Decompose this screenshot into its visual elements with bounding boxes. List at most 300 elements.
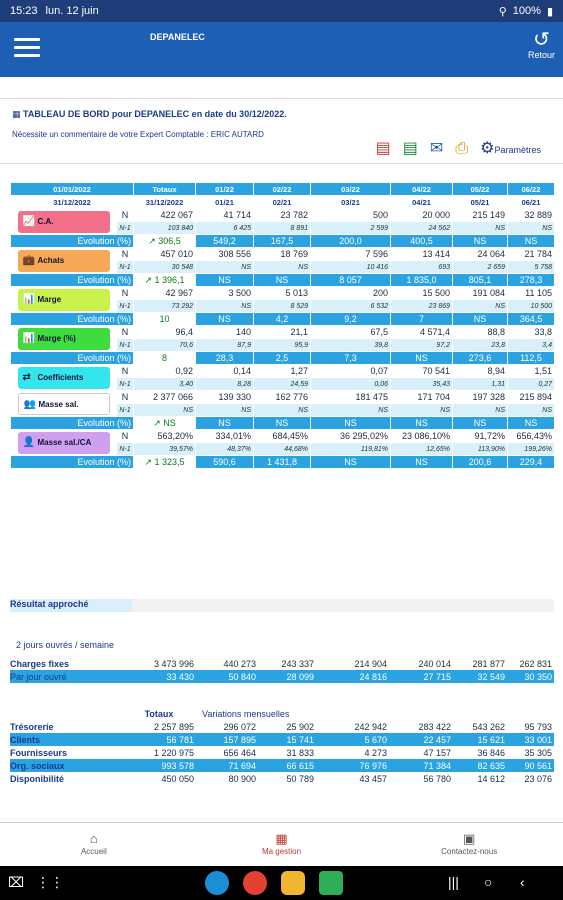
apps-grid-icon[interactable]: ⋮⋮	[36, 874, 64, 890]
dashboard-header	[0, 98, 563, 164]
status-date: lun. 12 juin	[45, 5, 99, 17]
value-cell: 4 273	[316, 746, 389, 759]
value-cell: 7 596	[311, 248, 391, 261]
value-cell: 23,8	[453, 339, 508, 352]
gear-icon: ⚙	[480, 140, 495, 157]
value-cell: 35 305	[507, 746, 554, 759]
value-cell: 6 532	[311, 300, 391, 313]
toolbar	[376, 141, 541, 157]
section-icon: 📊	[22, 332, 35, 344]
value-cell: 8,94	[453, 365, 508, 378]
value-cell: 6 425	[196, 222, 254, 235]
value-cell: 8 529	[254, 300, 311, 313]
row-label-n: N	[117, 365, 134, 378]
value-cell: 162 776	[254, 391, 311, 404]
evolution-row	[11, 417, 555, 430]
tab-contact[interactable]: ▣ Contactez-nous	[375, 823, 563, 866]
value-cell: 11 105	[508, 287, 555, 300]
treso-row	[10, 733, 554, 746]
value-cell: 283 422	[389, 720, 453, 733]
row-label-n: N	[117, 430, 134, 443]
row-label-n1: N-1	[117, 222, 134, 235]
value-cell: 0,92	[134, 365, 196, 378]
value-cell: 76 976	[316, 759, 389, 772]
section-label-cell	[11, 365, 117, 391]
section-icon: 👤	[22, 436, 35, 448]
value-cell: 15 500	[391, 287, 453, 300]
evolution-cell: 2,5	[254, 352, 311, 365]
value-cell: 12,65%	[391, 443, 453, 456]
evolution-cell: 200,6	[453, 456, 508, 469]
battery-icon: ▮	[546, 5, 553, 18]
charges-row	[10, 670, 554, 683]
evolution-cell: 8 057	[311, 274, 391, 287]
evolution-cell: 590,6	[196, 456, 254, 469]
value-cell: NS	[453, 222, 508, 235]
section-button[interactable]	[18, 432, 110, 454]
value-cell: 15 621	[453, 733, 507, 746]
treso-row	[10, 746, 554, 759]
recents-icon[interactable]: |||	[448, 874, 459, 890]
value-cell: 656 464	[196, 746, 258, 759]
value-cell: 281 877	[453, 657, 507, 670]
resultat-row	[10, 599, 554, 612]
value-cell: 140	[196, 326, 254, 339]
table-row	[11, 287, 555, 300]
section-button[interactable]	[18, 328, 110, 350]
app-bar	[0, 22, 563, 77]
settings-button[interactable]: ⚙Paramètres	[480, 140, 541, 157]
section-label: Masse sal.	[38, 399, 79, 409]
section-button[interactable]	[18, 211, 110, 233]
chrome-icon[interactable]	[243, 871, 267, 895]
value-cell: 308 556	[196, 248, 254, 261]
value-cell: 18 769	[254, 248, 311, 261]
table-header-row	[11, 183, 555, 196]
evolution-cell: ↗ 1 323,5	[134, 456, 196, 469]
section-icon: 💼	[22, 254, 35, 266]
value-cell: 30 350	[507, 670, 554, 683]
value-cell: NS	[196, 300, 254, 313]
evolution-cell: NS	[391, 456, 453, 469]
value-cell: 88,8	[453, 326, 508, 339]
evolution-row	[11, 456, 555, 469]
table-header-cell: 31/12/2022	[134, 196, 196, 209]
value-cell: NS	[196, 261, 254, 274]
section-label: C.A.	[37, 216, 54, 226]
value-cell: 2 377 066	[134, 391, 196, 404]
value-cell: 43 457	[316, 772, 389, 785]
evolution-cell: 8	[134, 352, 196, 365]
value-cell: 32 889	[508, 209, 555, 222]
back-button[interactable]	[528, 30, 555, 60]
value-cell: 21,1	[254, 326, 311, 339]
row-label-n1: N-1	[117, 404, 134, 417]
value-cell: 14 612	[453, 772, 507, 785]
evolution-cell: NS	[391, 417, 453, 430]
skype-icon[interactable]	[205, 871, 229, 895]
value-cell: 0,06	[311, 378, 391, 391]
wifi-icon: ⚲	[498, 5, 507, 18]
value-cell: 1,51	[508, 365, 555, 378]
table-header-cell: 01/22	[196, 183, 254, 196]
value-cell: 95 793	[507, 720, 554, 733]
value-cell: 96,4	[134, 326, 196, 339]
value-cell: NS	[196, 404, 254, 417]
mail-icon[interactable]: ✉	[429, 140, 444, 157]
charges-label: Par jour ouvré	[10, 670, 124, 683]
evolution-cell: NS	[453, 417, 508, 430]
evolution-cell: 9,2	[311, 313, 391, 326]
value-cell: 33,8	[508, 326, 555, 339]
value-cell: 5 670	[316, 733, 389, 746]
battery-label: 100%	[512, 5, 541, 17]
value-cell: 23 076	[507, 772, 554, 785]
value-cell: 13 414	[391, 248, 453, 261]
evolution-label: Evolution (%)	[11, 352, 134, 365]
section-button[interactable]	[18, 367, 110, 389]
table-header-cell: 05/22	[453, 183, 508, 196]
section-icon: 📊	[22, 293, 35, 305]
value-cell: NS	[391, 404, 453, 417]
system-nav-bar	[0, 866, 563, 900]
evolution-cell: NS	[196, 313, 254, 326]
table-header-cell: Totaux	[134, 183, 196, 196]
evolution-cell: NS	[311, 456, 391, 469]
value-cell: 0,07	[311, 365, 391, 378]
value-cell: 24 562	[391, 222, 453, 235]
table-row	[11, 209, 555, 222]
value-cell: 197 328	[453, 391, 508, 404]
value-cell: 95,9	[254, 339, 311, 352]
value-cell: 200	[311, 287, 391, 300]
value-cell: NS	[254, 404, 311, 417]
evolution-label: Evolution (%)	[11, 456, 134, 469]
value-cell: 10 500	[508, 300, 555, 313]
value-cell: 71 384	[389, 759, 453, 772]
section-label: Marge (%)	[37, 333, 76, 343]
table-header-cell: 31/12/2022	[11, 196, 134, 209]
excel-icon[interactable]: ▤	[402, 140, 418, 157]
value-cell: 296 072	[196, 720, 258, 733]
evolution-cell: 805,1	[453, 274, 508, 287]
row-label-n: N	[117, 287, 134, 300]
value-cell: 656,43%	[508, 430, 555, 443]
value-cell: 215 894	[508, 391, 555, 404]
charges-row	[10, 657, 554, 670]
treso-totaux-header: Totaux	[124, 707, 196, 720]
value-cell: NS	[134, 404, 196, 417]
evolution-cell: ↗ NS	[134, 417, 196, 430]
section-label-cell	[11, 430, 117, 456]
tab-accueil[interactable]: ⌂ Accueil	[0, 823, 188, 866]
table-header-cell: 04/21	[391, 196, 453, 209]
value-cell: 440 273	[196, 657, 258, 670]
status-bar	[0, 0, 563, 22]
value-cell: 422 067	[134, 209, 196, 222]
table-header-cell: 01/01/2022	[11, 183, 134, 196]
value-cell: NS	[508, 222, 555, 235]
menu-icon[interactable]	[14, 38, 40, 58]
table-header-cell: 04/22	[391, 183, 453, 196]
value-cell: 3,4	[508, 339, 555, 352]
value-cell: 157 895	[196, 733, 258, 746]
evolution-row	[11, 274, 555, 287]
table-header-cell: 02/21	[254, 196, 311, 209]
value-cell: 50 789	[258, 772, 316, 785]
section-label-cell	[11, 326, 117, 352]
treso-row	[10, 720, 554, 733]
evolution-row	[11, 352, 555, 365]
value-cell: 67,5	[311, 326, 391, 339]
value-cell: 215 149	[453, 209, 508, 222]
evolution-label: Evolution (%)	[11, 235, 134, 248]
section-label: Coefficients	[37, 372, 84, 382]
table-row	[11, 391, 555, 404]
calculator-icon: ▦	[275, 831, 288, 846]
section-button[interactable]	[18, 250, 110, 272]
jours-label: 2 jours ouvrés / semaine	[16, 640, 115, 650]
treso-table	[10, 707, 554, 785]
value-cell: 3 473 996	[124, 657, 196, 670]
value-cell: 48,37%	[196, 443, 254, 456]
evolution-cell: NS	[196, 274, 254, 287]
evolution-cell: 1 835,0	[391, 274, 453, 287]
treso-variations-header: Variations mensuelles	[196, 707, 389, 720]
play-store-icon[interactable]	[319, 871, 343, 895]
table-header-cell: 03/22	[311, 183, 391, 196]
home-button-icon[interactable]: ○	[484, 874, 493, 890]
app-title: DEPANELEC	[150, 32, 205, 42]
section-icon: ⇄	[22, 371, 31, 383]
value-cell: 25 902	[258, 720, 316, 733]
value-cell: 80 900	[196, 772, 258, 785]
evolution-cell: NS	[254, 274, 311, 287]
treso-label: Clients	[10, 733, 124, 746]
value-cell: 1,31	[453, 378, 508, 391]
treso-label: Disponibilité	[10, 772, 124, 785]
evolution-label: Evolution (%)	[11, 313, 134, 326]
value-cell: 119,81%	[311, 443, 391, 456]
value-cell: 33 430	[124, 670, 196, 683]
value-cell: 44,68%	[254, 443, 311, 456]
value-cell: 8,28	[196, 378, 254, 391]
evolution-cell: 7	[391, 313, 453, 326]
back-label: Retour	[527, 50, 555, 60]
row-label-n1: N-1	[117, 443, 134, 456]
dashboard-subtitle: Nécessite un commentaire de votre Expert Comptable : ERIC AUTARD	[12, 130, 264, 139]
evolution-cell: 273,6	[453, 352, 508, 365]
value-cell: 23 782	[254, 209, 311, 222]
value-cell: 563,20%	[134, 430, 196, 443]
value-cell: 24 064	[453, 248, 508, 261]
value-cell: 2 659	[453, 261, 508, 274]
pdf-icon[interactable]: ▤	[375, 140, 391, 157]
value-cell: 199,26%	[508, 443, 555, 456]
value-cell: 32 549	[453, 670, 507, 683]
value-cell: 693	[391, 261, 453, 274]
evolution-cell: NS	[508, 417, 555, 430]
value-cell: 33 001	[507, 733, 554, 746]
value-cell: 543 262	[453, 720, 507, 733]
row-label-n1: N-1	[117, 339, 134, 352]
treso-label: Org. sociaux	[10, 759, 124, 772]
evolution-cell: ↗ 306,5	[134, 235, 196, 248]
value-cell: 70 541	[391, 365, 453, 378]
undo-icon: ↺	[533, 29, 550, 51]
section-icon: 📈	[22, 215, 35, 227]
value-cell: 181 475	[311, 391, 391, 404]
evolution-cell: NS	[453, 235, 508, 248]
evolution-cell: 1 431,8	[254, 456, 311, 469]
treso-row	[10, 759, 554, 772]
section-icon: 👥	[23, 398, 36, 410]
section-button[interactable]	[18, 393, 110, 415]
value-cell: 171 704	[391, 391, 453, 404]
value-cell: 103 840	[134, 222, 196, 235]
home-icon: ⌂	[89, 831, 98, 846]
evolution-row	[11, 313, 555, 326]
evolution-cell: 364,5	[508, 313, 555, 326]
value-cell: 90 561	[507, 759, 554, 772]
value-cell: 684,45%	[254, 430, 311, 443]
table-header-cell: 01/21	[196, 196, 254, 209]
value-cell: 10 416	[311, 261, 391, 274]
evolution-cell: 200,0	[311, 235, 391, 248]
back-nav-icon[interactable]: ‹	[520, 874, 525, 890]
table-header-cell: 03/21	[311, 196, 391, 209]
section-label: Masse sal./CA	[37, 437, 92, 447]
table-row	[11, 326, 555, 339]
evolution-label: Evolution (%)	[11, 274, 134, 287]
value-cell: 56 781	[124, 733, 196, 746]
evolution-cell: 112,5	[508, 352, 555, 365]
tab-ma-gestion[interactable]: ▦ Ma gestion	[188, 823, 376, 866]
value-cell: NS	[508, 404, 555, 417]
value-cell: 5 758	[508, 261, 555, 274]
value-cell: 23 086,10%	[391, 430, 453, 443]
value-cell: 2 599	[311, 222, 391, 235]
table-row	[11, 430, 555, 443]
value-cell: 21 784	[508, 248, 555, 261]
value-cell: 262 831	[507, 657, 554, 670]
value-cell: 30 548	[134, 261, 196, 274]
value-cell: 500	[311, 209, 391, 222]
section-label-cell	[11, 209, 117, 235]
table-header-cell: 06/21	[508, 196, 555, 209]
evolution-label: Evolution (%)	[11, 417, 134, 430]
value-cell: 3,40	[134, 378, 196, 391]
value-cell: 66 615	[258, 759, 316, 772]
value-cell: 1,27	[254, 365, 311, 378]
value-cell: 27 715	[389, 670, 453, 683]
value-cell: 2 257 895	[124, 720, 196, 733]
table-header-cell: 06/22	[508, 183, 555, 196]
table-row	[11, 365, 555, 378]
table-row	[11, 248, 555, 261]
value-cell: 15 741	[258, 733, 316, 746]
value-cell: 0,14	[196, 365, 254, 378]
value-cell: 56 780	[389, 772, 453, 785]
value-cell: 23 869	[391, 300, 453, 313]
value-cell: 24,59	[254, 378, 311, 391]
value-cell: NS	[453, 300, 508, 313]
value-cell: 243 337	[258, 657, 316, 670]
value-cell: 36 295,02%	[311, 430, 391, 443]
value-cell: NS	[311, 404, 391, 417]
value-cell: 214 904	[316, 657, 389, 670]
value-cell: 39,8	[311, 339, 391, 352]
value-cell: NS	[254, 261, 311, 274]
row-label-n1: N-1	[117, 300, 134, 313]
value-cell: 993 578	[124, 759, 196, 772]
accessibility-icon[interactable]: ⌧	[8, 874, 25, 890]
row-label-n: N	[117, 248, 134, 261]
print-icon[interactable]: ⎙	[455, 140, 469, 157]
table-header-row	[11, 196, 555, 209]
resultat-label: Résultat approché	[10, 599, 132, 612]
section-button[interactable]	[18, 289, 110, 311]
row-label-n: N	[117, 391, 134, 404]
value-cell: 5 013	[254, 287, 311, 300]
value-cell: 191 084	[453, 287, 508, 300]
evolution-cell: 278,3	[508, 274, 555, 287]
contact-icon: ▣	[463, 831, 476, 846]
value-cell: 22 457	[389, 733, 453, 746]
files-icon[interactable]	[281, 871, 305, 895]
evolution-cell: NS	[196, 417, 254, 430]
value-cell: 82 635	[453, 759, 507, 772]
charges-table	[10, 657, 554, 683]
evolution-cell: NS	[508, 235, 555, 248]
dashboard-title: ▦ TABLEAU DE BORD pour DEPANELEC en date du 30/12/2022.	[12, 109, 287, 119]
value-cell: 242 942	[316, 720, 389, 733]
value-cell: 91,72%	[453, 430, 508, 443]
value-cell: 87,9	[196, 339, 254, 352]
evolution-cell: ↗ 1 396,1	[134, 274, 196, 287]
evolution-cell: 229,4	[508, 456, 555, 469]
value-cell: 28 099	[258, 670, 316, 683]
value-cell: 39,57%	[134, 443, 196, 456]
evolution-cell: 28,3	[196, 352, 254, 365]
value-cell: 31 833	[258, 746, 316, 759]
evolution-row	[11, 235, 555, 248]
value-cell: 24 816	[316, 670, 389, 683]
section-label: Achats	[37, 255, 65, 265]
treso-row	[10, 772, 554, 785]
row-label-n: N	[117, 326, 134, 339]
value-cell: 42 967	[134, 287, 196, 300]
value-cell: 70,6	[134, 339, 196, 352]
value-cell: 334,01%	[196, 430, 254, 443]
treso-label: Trésorerie	[10, 720, 124, 733]
table-header-cell: 02/22	[254, 183, 311, 196]
value-cell: 36 846	[453, 746, 507, 759]
value-cell: 35,43	[391, 378, 453, 391]
evolution-cell: NS	[254, 417, 311, 430]
evolution-cell: 167,5	[254, 235, 311, 248]
value-cell: 4 571,4	[391, 326, 453, 339]
charges-label: Charges fixes	[10, 657, 124, 670]
value-cell: 8 891	[254, 222, 311, 235]
evolution-cell: NS	[391, 352, 453, 365]
section-label-cell	[11, 248, 117, 274]
value-cell: 113,90%	[453, 443, 508, 456]
value-cell: 0,27	[508, 378, 555, 391]
bottom-tab-bar	[0, 822, 563, 866]
evolution-cell: 4,2	[254, 313, 311, 326]
row-label-n1: N-1	[117, 261, 134, 274]
